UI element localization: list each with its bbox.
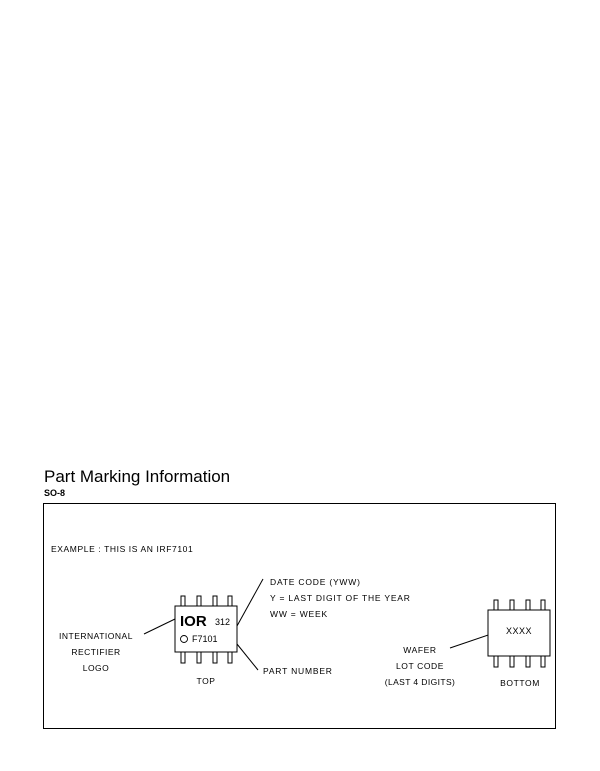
bottom-caption: BOTTOM [500, 678, 540, 688]
top-date-value: 312 [215, 617, 231, 627]
top-caption: TOP [196, 676, 216, 686]
part-number-leader-line [237, 644, 258, 670]
wafer-label-line2: LOT CODE [395, 661, 445, 671]
date-code-year-text: Y = LAST DIGIT OF THE YEAR [270, 593, 411, 603]
date-code-week-text: WW = WEEK [270, 609, 328, 619]
logo-label-line1: INTERNATIONAL [59, 631, 133, 641]
package-subtitle: SO-8 [44, 488, 66, 498]
top-part-value: F7101 [192, 634, 218, 644]
date-code-leader-line [237, 579, 263, 626]
logo-label-line3: LOGO [82, 663, 110, 673]
wafer-label-line1: WAFER [403, 645, 437, 655]
logo-label-line2: RECTIFIER [71, 647, 121, 657]
ir-logo: IOR [180, 613, 207, 630]
wafer-label-line3: (LAST 4 DIGITS) [384, 677, 456, 687]
page-title: Part Marking Information [44, 467, 231, 486]
date-code-label: DATE CODE (YWW) [270, 577, 361, 587]
example-text: EXAMPLE : THIS IS AN IRF7101 [51, 544, 194, 554]
part-number-label: PART NUMBER [263, 666, 333, 676]
bottom-lot-value: XXXX [505, 626, 533, 636]
logo-leader-line [144, 619, 175, 634]
